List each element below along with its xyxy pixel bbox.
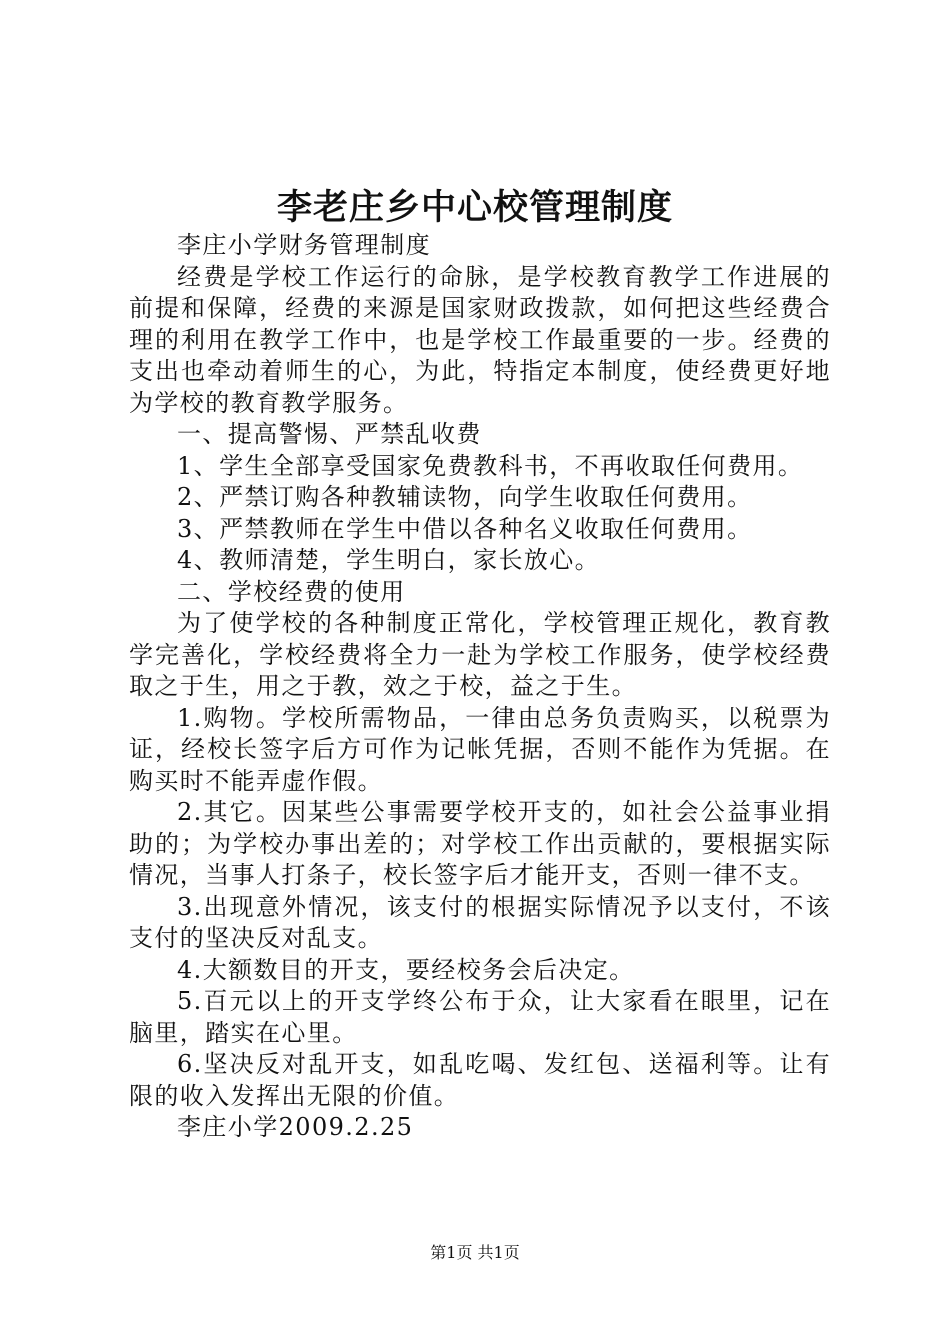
signature-date: 李庄小学2009.2.25 bbox=[177, 1113, 414, 1141]
document-title: 李老庄乡中心校管理制度 bbox=[276, 187, 673, 228]
section-heading-finance: 李庄小学财务管理制度 bbox=[177, 231, 431, 259]
list-item-4: 4、教师清楚，学生明白，家长放心。 bbox=[177, 546, 601, 574]
document-body bbox=[129, 230, 831, 1144]
paragraph-usage: 为了使学校的各种制度正常化，学校管理正规化，教育教学完善化，学校经费将全力一赴为学校工作服务，使学校经费取之于生，用之于教，效之于校，益之于生。 bbox=[129, 609, 831, 700]
rule-item-6: 6.坚决反对乱开支，如乱吃喝、发红包、送福利等。让有限的收入发挥出无限的价值。 bbox=[129, 1050, 831, 1110]
section-heading-2: 二、学校经费的使用 bbox=[177, 577, 406, 606]
rule-item-3: 3.出现意外情况，该支付的根据实际情况予以支付，不该支付的坚决反对乱支。 bbox=[129, 892, 831, 952]
section-heading-1: 一、提高警惕、严禁乱收费 bbox=[177, 420, 482, 448]
page-footer: 第1页 共1页 bbox=[430, 1243, 520, 1262]
rule-item-1: 1.购物。学校所需物品，一律由总务负责购买，以税票为证，经校长签字后方可作为记帐凭据，否则不能作为凭据。在购买时不能弄虚作假。 bbox=[129, 703, 831, 795]
list-item-3: 3、严禁教师在学生中借以各种名义收取任何费用。 bbox=[177, 514, 753, 543]
rule-item-5: 5.百元以上的开支学终公布于众，让大家看在眼里，记在脑里，踏实在心里。 bbox=[129, 987, 831, 1047]
rule-item-2: 2.其它。因某些公事需要学校开支的，如社会公益事业捐助的；为学校办事出差的；对学校工作出贡献的，要根据实际情况，当事人打条子，校长签字后才能开支，否则一律不支。 bbox=[129, 798, 831, 889]
paragraph-intro: 经费是学校工作运行的命脉，是学校教育教学工作进展的前提和保障，经费的来源是国家财政拨款，如何把这些经费合理的利用在教学工作中，也是学校工作最重要的一步。经费的支出也牵动着师生的心，为此，特指定本制度，使经费更好地为学校的教育教学服务。 bbox=[129, 262, 831, 417]
list-item-1: 1、学生全部享受国家免费教科书，不再收取任何费用。 bbox=[177, 451, 804, 480]
rule-item-4: 4.大额数目的开支，要经校务会后决定。 bbox=[177, 955, 635, 984]
list-item-2: 2、严禁订购各种教辅读物，向学生收取任何费用。 bbox=[177, 483, 753, 511]
